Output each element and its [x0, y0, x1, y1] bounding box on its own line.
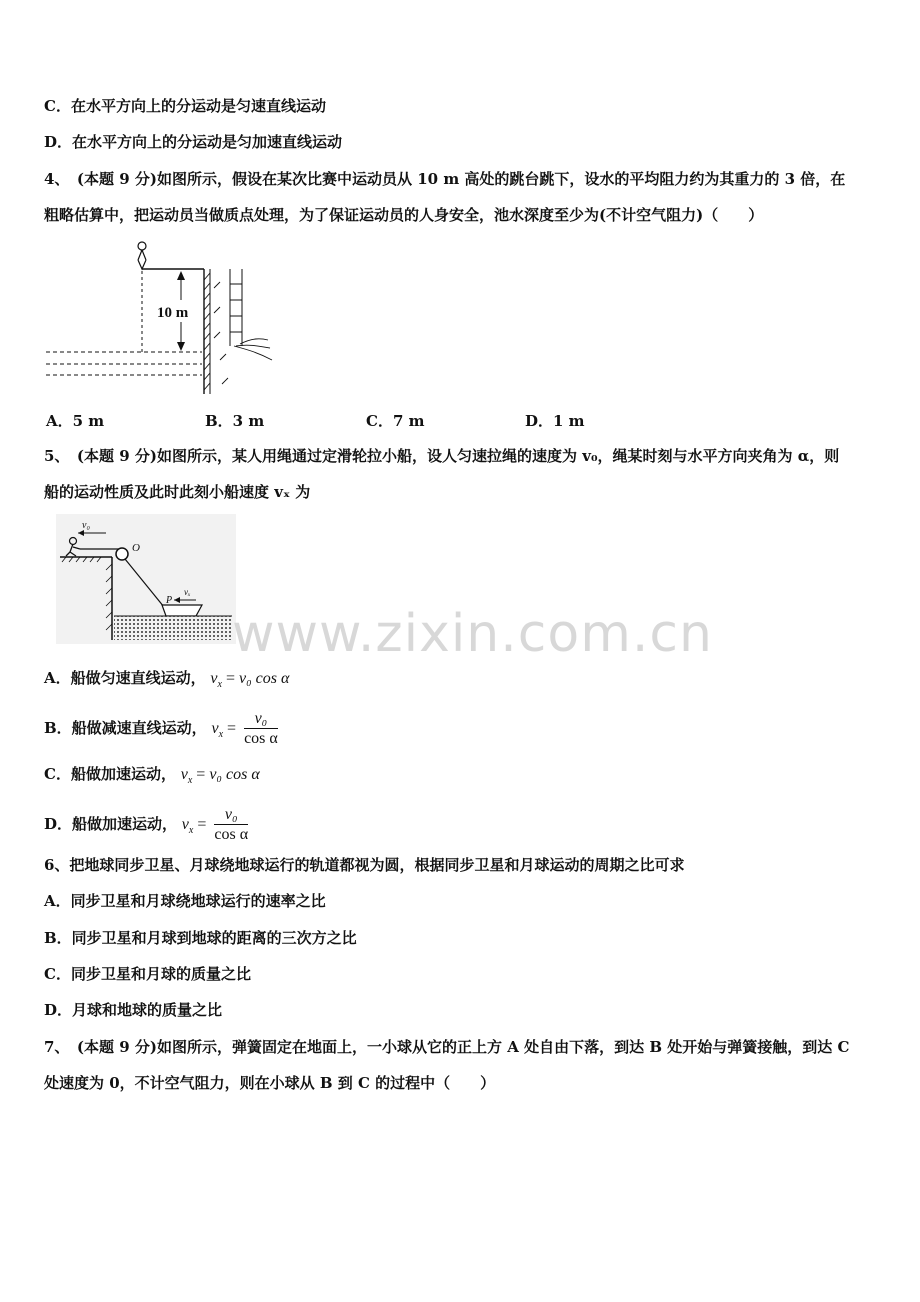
q7-stem-line-1: 7、 (本题 9 分)如图所示，弹簧固定在地面上，一小球从它的正上方 A 处自由下落，到达 B 处开始与弹簧接触，到达 C	[44, 1038, 850, 1056]
boat	[162, 605, 202, 616]
q5-option-b	[44, 706, 278, 750]
q5-stem-line-2: 船的运动性质及此时此刻小船速度 vₓ 为	[44, 483, 311, 501]
v0-label: v₀	[82, 520, 90, 531]
q4-stem-line-1: 4、 (本题 9 分)如图所示，假设在某次比赛中运动员从 10 m 高处的跳台跳下，设水的平均阻力约为其重力的 3 倍，在	[44, 170, 846, 188]
q6-option-b: B．同步卫星和月球到地球的距离的三次方之比	[44, 929, 357, 947]
q4-option-a: A．5 m	[46, 412, 105, 430]
q6-stem: 6、把地球同步卫星、月球绕地球运行的轨道都视为圆，根据同步卫星和月球运动的周期之比可求	[44, 856, 685, 874]
diver-head	[138, 242, 146, 250]
q5-option-b-formula: $v_x$ = $\frac{\text{v₀}}{\text{cos α}}$	[211, 709, 278, 747]
height-label: 10 m	[157, 305, 189, 321]
q4-option-c: C．7 m	[366, 412, 425, 430]
q5-option-b-label: B．船做减速直线运动，	[44, 719, 207, 737]
q4-options	[0, 410, 920, 430]
q3-option-d: D．在水平方向上的分运动是匀加速直线运动	[44, 133, 343, 151]
q4-diving-figure	[44, 238, 284, 398]
q4-option-b: B．3 m	[205, 412, 265, 430]
vx-label: vₓ	[184, 587, 191, 597]
q6-option-a: A．同步卫星和月球绕地球运行的速率之比	[44, 892, 326, 910]
q5-option-a-formula: $v_x = v_0$ cos α	[210, 670, 290, 691]
q5-option-c-formula: $v_x = v_0$ cos α	[180, 766, 260, 787]
q6-option-d: D．月球和地球的质量之比	[44, 1001, 223, 1019]
q5-stem-line-1: 5、 (本题 9 分)如图所示，某人用绳通过定滑轮拉小船，设人匀速拉绳的速度为 v₀，绳某时刻与水平方向夹角为 α，则	[44, 447, 840, 465]
q4-stem-line-2: 粗略估算中，把运动员当做质点处理，为了保证运动员的人身安全，池水深度至少为(不计空气阻力)（ ）	[44, 206, 764, 224]
q7-stem-line-2: 处速度为 0，不计空气阻力，则在小球从 B 到 C 的过程中（ ）	[44, 1074, 496, 1092]
q5-option-c-label: C．船做加速运动，	[44, 765, 176, 783]
q5-option-c	[44, 764, 260, 791]
pulley	[116, 548, 128, 560]
boat-label-p: P	[166, 595, 173, 606]
q5-boat-figure	[56, 514, 236, 644]
pulley-label-o: O	[132, 542, 140, 554]
q5-option-d-formula: $v_x$ = $\frac{\text{v₀}}{\text{cos α}}$	[181, 805, 249, 843]
q5-option-d	[44, 802, 248, 846]
q4-option-d: D．1 m	[525, 412, 585, 430]
diver-body	[138, 250, 146, 269]
q5-option-a	[44, 668, 289, 695]
q6-option-c: C．同步卫星和月球的质量之比	[44, 965, 251, 983]
q3-option-c: C．在水平方向上的分运动是匀速直线运动	[44, 97, 326, 115]
q5-option-a-label: A．船做匀速直线运动，	[44, 669, 206, 687]
q5-option-d-label: D．船做加速运动，	[44, 815, 178, 833]
watermark: www.zixin.com.cn	[232, 604, 713, 664]
